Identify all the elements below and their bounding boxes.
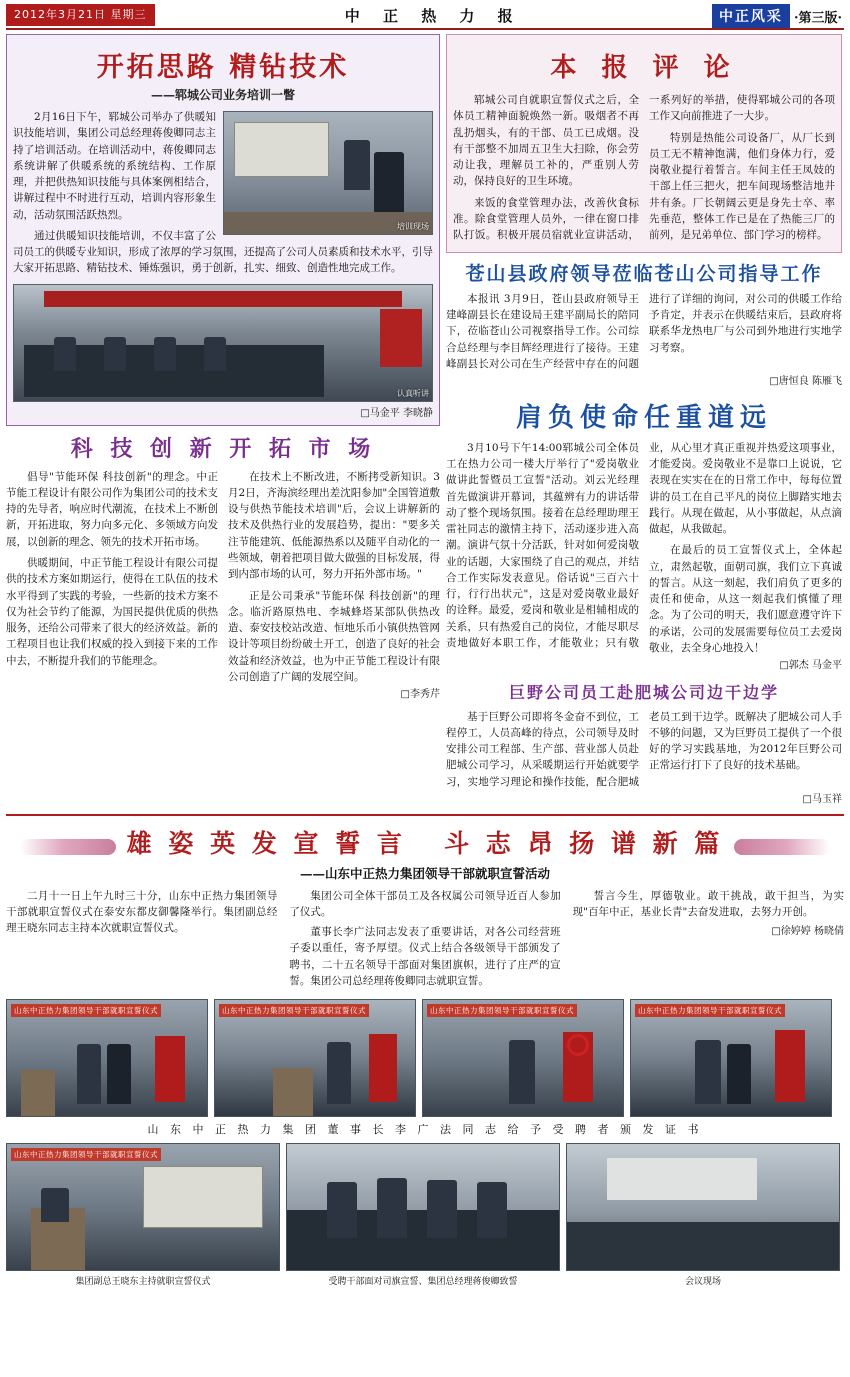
paragraph: 通过供暖知识技能培训，不仅丰富了公司员工的供暖专业知识，形成了浓厚的学习氛围，还提高了公司人员素质和技术水平，引导大家开拓思路、精钻技术、锤炼强识，勇于创新，扎实、细致、创造性地完成工作。 bbox=[13, 229, 433, 275]
article-mission bbox=[446, 397, 842, 674]
masthead-brand: 中正风采 bbox=[712, 4, 790, 28]
article-tech bbox=[6, 432, 440, 703]
article-main-subhead: ——郓城公司业务培训一瞥 bbox=[150, 88, 295, 102]
article-cangshan bbox=[446, 259, 842, 390]
feature-section bbox=[6, 814, 844, 1288]
photo-caption-1: 培训现场 bbox=[397, 222, 429, 231]
article-main-byline: □马金平 李晓静 bbox=[360, 407, 433, 419]
top-area bbox=[6, 34, 844, 808]
article-juye bbox=[446, 680, 842, 808]
photo-tag: 山东中正热力集团领导干部就职宣誓仪式 bbox=[219, 1004, 369, 1017]
article-cangshan-byline: □唐恒良 陈雁飞 bbox=[769, 376, 842, 388]
decor-left bbox=[20, 839, 116, 855]
right-column bbox=[446, 34, 842, 808]
photo-caption: 受聘干部面对司旗宣誓、集团总经理蒋俊卿致誓 bbox=[328, 1277, 518, 1288]
decor-right bbox=[734, 839, 830, 855]
article-juye-body bbox=[446, 709, 842, 790]
article-comment-body bbox=[453, 92, 835, 246]
paragraph: 二月十一日上午九时三十分，山东中正热力集团领导干部就职宣誓仪式在泰安东都皮御馨隆举行。集团副总经理王晓东同志主持本次就职宣誓仪式。 bbox=[6, 889, 278, 935]
paragraph: 在技术上不断改进，不断拷受新知识。3月2日，齐海滨经理出差沈阳参加"全国管道敷设与供热节能技术培训"后，会议上讲解新的技术及供热行业的发展趋势，提出："要多关注节能建筑、低能源热系以及随平自动化的一些领域，朝着把项目做大做强的目标发展，得到内部市场的认可，努力开拓外部市场。" bbox=[228, 470, 440, 581]
article-tech-body bbox=[6, 469, 440, 685]
photo-caption-2: 认真听讲 bbox=[397, 388, 429, 398]
article-juye-headline: 巨野公司员工赴肥城公司边干边学 bbox=[508, 682, 779, 702]
feature-col-1 bbox=[6, 888, 277, 994]
article-comment-headline: 本 报 评 论 bbox=[550, 53, 738, 83]
paragraph: 在最后的员工宣誓仪式上，全体起立，肃然起敬，面朝司旗，我们立下真诚的誓言。从这一刻起，我们肩负了更多的责任和使命，从这一刻起我们慎懂了理念。为了公司的明天，我们愿意遵守许下的承诺，公司的发展需要每位员工去爱岗敬业，去全身心地投入！ bbox=[649, 544, 842, 654]
paragraph: 供暖期间，中正节能工程设计有限公司提供的技术方案如期运行，使得在工队伍的技术水平得到了实践的考验，一些新的技术方案不仅为社会节约了能源，为国民提供优质的供热服务，还给公司带来了很大的经济效益。新的工程项目也让我们权威的投入到接下来的工作中去，不断提升我们的节能理念。 bbox=[6, 556, 218, 667]
paragraph: 董事长李广法同志发表了重要讲话，对各公司经营班子委以重任，寄予厚望。仪式上结合各级领导干部颁发了聘书，二十五名领导干部面对集团旗帜，进行了庄严的宣誓。集团公司总经理蒋俊卿同志就职宣誓。 bbox=[289, 926, 561, 987]
photo-tag: 山东中正热力集团领导干部就职宣誓仪式 bbox=[427, 1004, 577, 1017]
photo-caption: 集团副总王晓东主持就职宣誓仪式 bbox=[75, 1277, 211, 1288]
paragraph: 来饭的食堂管理办法，改善伙食标准。除食堂管理人员外，一律在窗口排队打饭。积极开展员宿就业宣讲活动，一系列好的举措，使得郓城公司的各项工作又向前推进了一大步。 bbox=[453, 94, 835, 242]
photo-row-1-caption: 山 东 中 正 热 力 集 团 董 事 长 李 广 法 同 志 给 予 受 聘 者 颁 发 证 书 bbox=[147, 1123, 703, 1137]
paragraph: 3月10号下午14:00郓城公司全体员工在热力公司一楼大厅举行了"爱岗敬业做讲此誓暨员工宣誓"活动。刘云光经理首先做演讲开幕词，其蕴辨有力的讲话带动了整个现场氛围。接着在总经理助理王雷社同志的激情主持下，活动逐步进入高潮。演讲气氛十分活跃，针对如何爱岗敬业的话题，大家围绕了自己的观点，并结合工作实际发表意见。俗话说"三百六十行，行行出状元"，这是对爱岗敬业最好的诠释。最爱，爱岗和敬业是相辅相成的关系，只有热爱自己的岗位，才能尽职尽责地做好本职工作，才能敬业；只有敬业，从心里才真正重视并热爱这项事业，才能爱岗。爱岗敬业不是靠口上说说，它表现在实实在在的日常工作中，每每位置讲的员工在自己平凡的岗位上脚踏实地去践行。从现在做起，从小事做起，从点滴做起，从我做起。 bbox=[446, 441, 842, 649]
paragraph: 本报讯 3月9日，苍山县政府领导王建峰副县长在建设局王建平副局长的陪同下，莅临苍山公司视察指导工作。公司综合总经理与李目辉经理进行了接待。王建峰副县长对公司在生产经营中存在的问题进行了详细的询问，对公司的供暖工作给予肯定，并表示在供暖结束后，县政府将联系华龙热电厂与公司到外地进行实地学习考察。 bbox=[446, 292, 842, 370]
masthead-date: 2012年3月21日 星期三 bbox=[6, 4, 155, 26]
article-mission-body bbox=[446, 440, 842, 656]
photo-row-2-captions bbox=[6, 1274, 844, 1287]
photo-meeting bbox=[13, 284, 433, 402]
photo-row-1 bbox=[6, 999, 844, 1117]
photo-ceremony-2 bbox=[214, 999, 416, 1117]
paragraph: 集团公司全体干部员工及各权属公司领导近百人参加了仪式。 bbox=[289, 889, 561, 918]
paragraph: 倡导"节能环保 科技创新"的理念。中正节能工程设计有限公司作为集团公司的技术支持的先导者，响应时代潮流，在技术上不断创新，开拓进取，努力向多元化、多领域方向发展，以创新的理念、领先的技术开拓市场。 bbox=[6, 470, 218, 548]
paragraph: 基于巨野公司即将冬金奋不到位，工程停工，人员高峰的待点，公司领导及时安排公司工程部、生产部、营业部人员赴肥城公司学习，从采暖期运行开始就要学习，实地学习理论和操作技能，配合肥城老员工到干边学。既解决了肥城公司人手不够的问题，又为巨野员工提供了一个很好的学习实践基地，为2012年巨野公司正常运行打下了良好的技术基础。 bbox=[446, 710, 842, 788]
feature-col-2 bbox=[289, 888, 560, 994]
paragraph: 郓城公司自就职宣誓仪式之后，全体员工精神面貌焕然一新。吸烟者不再乱扔烟头，有的干部、员工已成烟。没有干部整不加周五卫生大扫除，你会劳动让我，理解员工补的，严重别人劳动，保持良好的卫生环境。 bbox=[453, 94, 639, 188]
article-main bbox=[6, 34, 440, 426]
photo-ceremony-1 bbox=[6, 999, 208, 1117]
paragraph: 正是公司秉承"节能环保 科技创新"的理念。临沂路原热电、李城蜂塔某部队供热改造、泰安技校站改造、恒地乐币小镇供热管网设计等项目纷纷破土开工，创造了良好的社会效益和经济效益，也为中正节能工程设计有限公司创造了广阔的发展空间。 bbox=[228, 589, 440, 683]
feature-byline: □徐婷婷 杨晓倩 bbox=[771, 926, 844, 938]
feature-title-right: 斗 志 昂 扬 谱 新 篇 bbox=[444, 828, 724, 858]
article-comment bbox=[446, 34, 842, 253]
masthead bbox=[6, 4, 844, 30]
photo-tag: 山东中正热力集团领导干部就职宣誓仪式 bbox=[635, 1004, 785, 1017]
paragraph: 特别是热能公司设备厂，从厂长到员工无不精神饱满，他们身体力行，爱岗敬业提行着誓言。车间主任王凤妓的干部上任三把火，把车间现场整洁地井井有条。厂长朝阔云更是身先士卒、率先垂范，整体工作已是在了热能三厂的前列，是兄弟单位、部门学习的榜样。 bbox=[649, 131, 835, 242]
photo-row-2 bbox=[6, 1143, 844, 1271]
article-mission-byline: □郭杰 马金平 bbox=[779, 660, 842, 672]
masthead-page-number: ·第三版· bbox=[793, 10, 842, 26]
left-column bbox=[6, 34, 440, 808]
photo-ceremony-4 bbox=[630, 999, 832, 1117]
article-tech-headline: 科 技 创 新 开 拓 市 场 bbox=[70, 435, 376, 462]
paragraph: 誓言今生，厚德敬业。敢干挑战，敢干担当，为实现"百年中正，基业长青"去奋发进取，去努力开创。 bbox=[572, 889, 844, 918]
article-main-headline: 开拓思路 精钻技术 bbox=[96, 52, 350, 83]
article-cangshan-headline: 苍山县政府领导莅临苍山公司指导工作 bbox=[465, 262, 823, 285]
photo-ceremony-3 bbox=[422, 999, 624, 1117]
feature-subtitle: ——山东中正热力集团领导干部就职宣誓活动 bbox=[299, 865, 550, 881]
article-juye-byline: □马玉祥 bbox=[802, 794, 842, 805]
photo-training-room bbox=[223, 111, 433, 235]
feature-col-3 bbox=[573, 888, 844, 994]
photo-conference-scene bbox=[566, 1143, 840, 1271]
photo-tag: 山东中正热力集团领导干部就职宣誓仪式 bbox=[11, 1148, 161, 1161]
feature-banner bbox=[6, 820, 844, 862]
article-tech-byline: □李秀芹 bbox=[400, 689, 440, 701]
masthead-right bbox=[712, 4, 844, 28]
photo-caption: 会议现场 bbox=[684, 1277, 721, 1288]
masthead-title: 中 正 热 力 报 bbox=[344, 7, 522, 25]
photo-host-speech bbox=[6, 1143, 280, 1271]
feature-title-left: 雄 姿 英 发 宣 誓 言 bbox=[126, 828, 406, 858]
paragraph: 2月16日下午，郓城公司举办了供暖知识技能培训，集团公司总经理蒋俊卿同志主持了培训活动。在培训活动中，蒋俊卿同志系统讲解了供暖系统的系统结构、工作原理，并把供热知识技能与具体案例相结合，讲解过程中不时进行互动，培训内容形象生动，活动氛围活跃热烈。 bbox=[13, 111, 216, 221]
feature-body bbox=[6, 888, 844, 994]
photo-tag: 山东中正热力集团领导干部就职宣誓仪式 bbox=[11, 1004, 161, 1017]
photo-oath bbox=[286, 1143, 560, 1271]
article-cangshan-body bbox=[446, 291, 842, 372]
article-mission-headline: 肩负使命任重道远 bbox=[515, 402, 772, 433]
